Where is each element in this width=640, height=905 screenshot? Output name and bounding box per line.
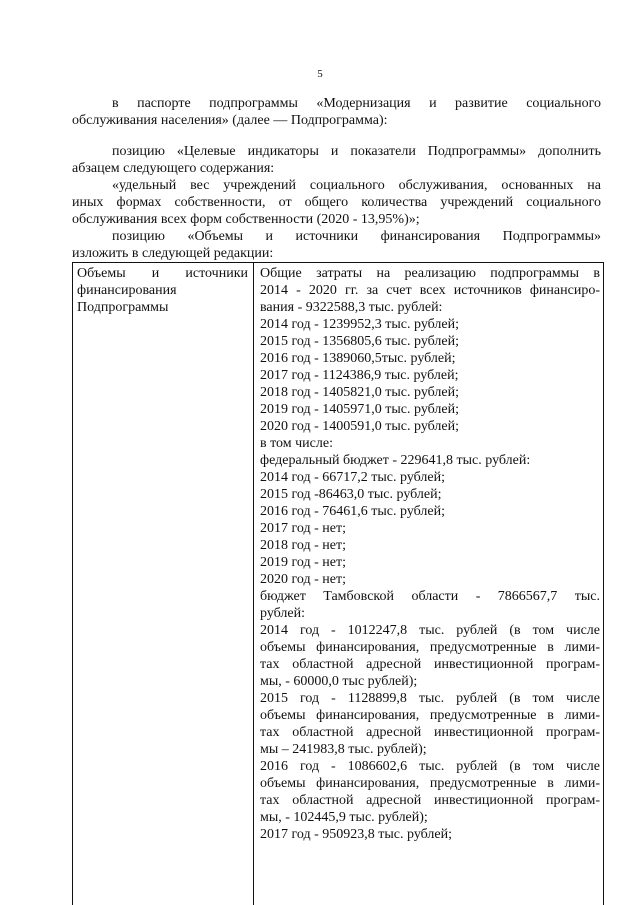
- table-left-line: Подпрограммы: [77, 300, 169, 315]
- left-word: источники: [185, 266, 248, 281]
- intro-line: «удельный вес учреждений социального обслуживания, основанных на: [112, 178, 601, 193]
- table-right-line: 2014 - 2020 гг. за счет всех источников финансиро-: [260, 283, 600, 298]
- intro-line: обслуживания всех форм собственности (2020 - 13,95%)»;: [72, 212, 420, 227]
- table-right-line: 2017 год - 950923,8 тыс. рублей;: [260, 827, 453, 842]
- table-right-line: 2017 год - 1124386,9 тыс. рублей;: [260, 368, 459, 383]
- table-left-line: [77, 265, 248, 282]
- table-column-divider: [253, 262, 254, 905]
- table-right-line: 2015 год - 1128899,8 тыс. рублей (в том числе: [260, 691, 600, 706]
- intro-line: абзацем следующего содержания:: [72, 161, 275, 176]
- table-right-line: федеральный бюджет - 229641,8 тыс. рублей:: [260, 453, 531, 468]
- table-right-line: мы, - 102445,9 тыс. рублей);: [260, 810, 428, 825]
- page-number: 5: [317, 68, 323, 80]
- intro-line: обслуживания населения» (далее — Подпрограмма):: [72, 113, 388, 128]
- table-right-line: 2016 год - 1086602,6 тыс. рублей (в том числе: [260, 759, 600, 774]
- table-right-line: тах областной адресной инвестиционной програм-: [260, 793, 600, 808]
- table-right-line: тах областной адресной инвестиционной програм-: [260, 657, 600, 672]
- intro-line: в паспорте подпрограммы «Модернизация и развитие социального: [112, 96, 601, 111]
- table-right-line: объемы финансирования, предусмотренные в лими-: [260, 640, 600, 655]
- table-right-line: 2015 год - 1356805,6 тыс. рублей;: [260, 334, 460, 349]
- table-right-line: тах областной адресной инвестиционной програм-: [260, 725, 600, 740]
- table-right-line: 2014 год - 1239952,3 тыс. рублей;: [260, 317, 460, 332]
- intro-line: иных формах собственности, от общего количества учреждений социального: [72, 195, 601, 210]
- table-right-line: Общие затраты на реализацию подпрограммы в: [260, 266, 600, 281]
- table-right-line: 2017 год - нет;: [260, 521, 346, 536]
- table-right-line: рублей:: [260, 606, 305, 621]
- table-right-line: в том числе:: [260, 436, 333, 451]
- table-right-line: вания - 9322588,3 тыс. рублей:: [260, 300, 443, 315]
- table-right-line: 2016 год - 76461,6 тыс. рублей;: [260, 504, 446, 519]
- intro-line: изложить в следующей редакции:: [72, 246, 274, 261]
- table-right-line: 2020 год - 1400591,0 тыс. рублей;: [260, 419, 460, 434]
- table-right-line: объемы финансирования, предусмотренные в лими-: [260, 708, 600, 723]
- left-word: Объемы: [77, 266, 126, 281]
- table-right-line: 2014 год - 1012247,8 тыс. рублей (в том числе: [260, 623, 600, 638]
- table-right-line: 2020 год - нет;: [260, 572, 346, 587]
- table-right-line: 2014 год - 66717,2 тыс. рублей;: [260, 470, 446, 485]
- left-word: и: [151, 266, 160, 281]
- table-right-line: объемы финансирования, предусмотренные в лими-: [260, 776, 600, 791]
- table-right-line: 2016 год - 1389060,5тыс. рублей;: [260, 351, 456, 366]
- table-right-line: 2018 год - 1405821,0 тыс. рублей;: [260, 385, 460, 400]
- table-right-line: 2015 год -86463,0 тыс. рублей;: [260, 487, 442, 502]
- table-right-line: мы, - 60000,0 тыс рублей);: [260, 674, 418, 689]
- intro-line: позицию «Целевые индикаторы и показатели Подпрограммы» дополнить: [112, 144, 601, 159]
- table-right-line: 2018 год - нет;: [260, 538, 346, 553]
- table-right-line: бюджет Тамбовской области - 7866567,7 тыс.: [260, 589, 600, 604]
- intro-line: позицию «Объемы и источники финансирования Подпрограммы»: [112, 229, 601, 244]
- table-left-line: финансирования: [77, 283, 177, 298]
- table-right-line: мы – 241983,8 тыс. рублей);: [260, 742, 427, 757]
- table-right-line: 2019 год - 1405971,0 тыс. рублей;: [260, 402, 460, 417]
- table-right-line: 2019 год - нет;: [260, 555, 346, 570]
